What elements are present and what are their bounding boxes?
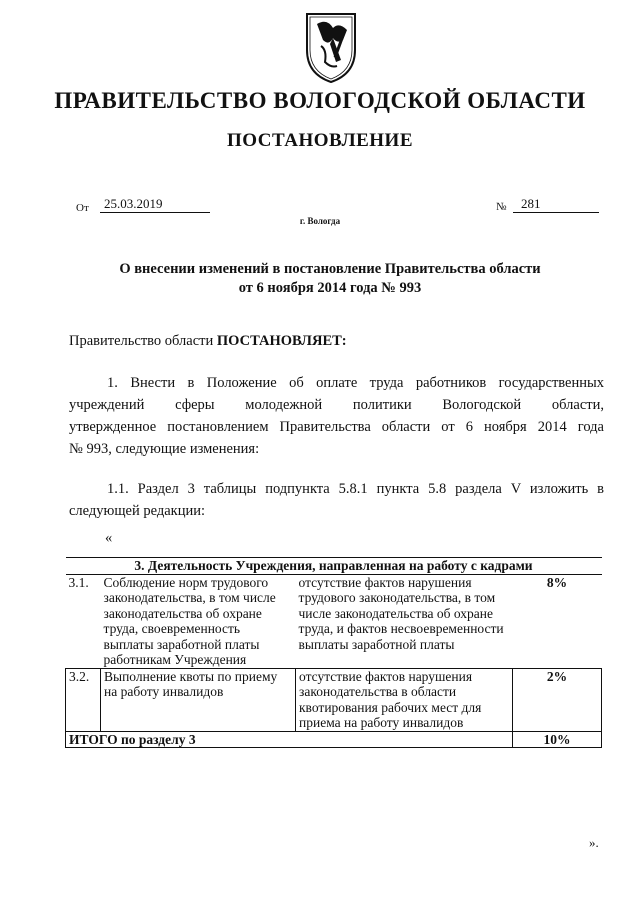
criteria-table (65, 557, 602, 748)
paragraph-1-line-1: 1. Внести в Положение об оплате труда работников государственных (107, 375, 604, 391)
date-label: От (76, 202, 89, 214)
paragraph-1-line-3: утвержденное постановлением Правительства области от 6 ноября 2014 года (69, 419, 604, 435)
total-percent: 10% (513, 731, 602, 748)
title-line-1: О внесении изменений в постановление Правительства области (119, 261, 541, 277)
table-row (66, 668, 602, 731)
paragraph-1-line-2: учреждений сферы молодежной политики Вологодской области, (69, 397, 604, 413)
row-criterion: отсутствие фактов нарушения трудового законодательства, в том числе законодательства об охране труда, и фактов несвоевременности выплаты заработной платы (298, 574, 504, 652)
table-row (66, 574, 602, 668)
document-title (100, 260, 560, 298)
row-percent: 2% (513, 668, 602, 731)
row-indicator: Выполнение квоты по приему на работу инвалидов (101, 668, 296, 731)
paragraph-2-line-2: следующей редакции: (69, 503, 206, 519)
paragraph-1 (69, 372, 604, 460)
document-type: ПОСТАНОВЛЕНИЕ (226, 130, 414, 151)
coat-of-arms-icon (303, 10, 359, 86)
table-section-row (66, 558, 602, 575)
lead-sentence (69, 330, 347, 352)
closing-quote: ». (589, 835, 599, 850)
row-percent: 8% (546, 574, 568, 590)
lead-plain: Правительство области (69, 333, 214, 349)
city: г. Вологда (299, 216, 341, 226)
document-date: 25.03.2019 (100, 196, 210, 213)
government-heading: ПРАВИТЕЛЬСТВО ВОЛОГОДСКОЙ ОБЛАСТИ (54, 88, 586, 113)
opening-quote: « (105, 530, 113, 546)
table-total-row (66, 731, 602, 748)
paragraph-1-line-4: № 993, следующие изменения: (69, 441, 260, 457)
title-line-2: от 6 ноября 2014 года № 993 (238, 280, 422, 296)
paragraph-2-line-1: 1.1. Раздел 3 таблицы подпункта 5.8.1 пункта 5.8 раздела V изложить в (107, 481, 605, 497)
row-criterion: отсутствие фактов нарушения законодательства в области квотирования рабочих мест для приема на работу инвалидов (296, 668, 513, 731)
row-indicator: Соблюдение норм трудового законодательства, в том числе законодательства об охране труда, своевременность выплаты заработной платы работникам Учреждения (103, 574, 276, 667)
lead-bold: ПОСТАНОВЛЯЕТ: (216, 333, 347, 349)
document-number: 281 (513, 196, 599, 213)
total-label: ИТОГО по разделу 3 (66, 731, 513, 748)
table-section-title: 3. Деятельность Учреждения, направленная на работу с кадрами (66, 558, 602, 575)
row-number: 3.1. (68, 574, 89, 590)
paragraph-2 (69, 478, 604, 522)
row-number: 3.2. (66, 668, 101, 731)
number-label: № (496, 201, 507, 213)
